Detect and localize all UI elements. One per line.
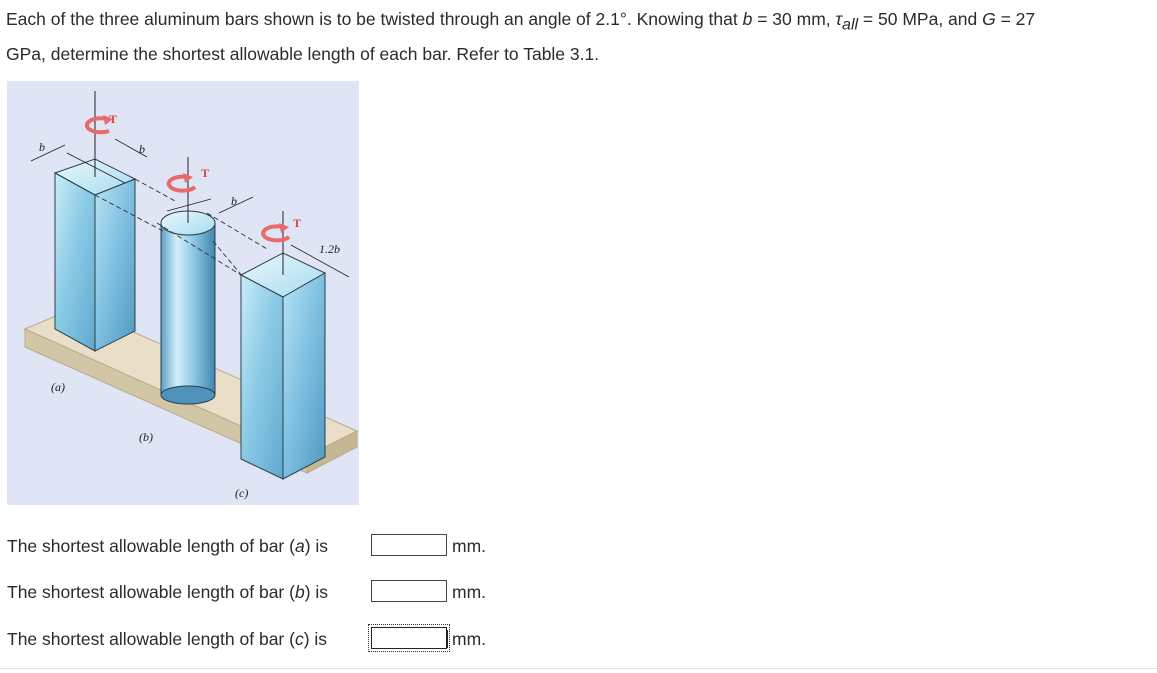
problem-text-3: = 50 MPa, and — [858, 9, 983, 29]
bar-c-label: (c) — [235, 486, 249, 500]
bars-illustration — [7, 81, 359, 505]
bar-b-label: (b) — [139, 430, 153, 444]
dim-b-b: b — [231, 194, 237, 208]
problem-text-4: = 27 — [995, 9, 1036, 29]
problem-text-5: GPa, determine the shortest allowable length of each bar. Refer to Table 3.1. — [6, 43, 600, 64]
answer-input-c[interactable] — [371, 627, 447, 649]
text-caret — [446, 630, 448, 648]
answer-label-b: The shortest allowable length of bar (b) is — [7, 581, 329, 602]
answer-row-b — [7, 579, 487, 605]
var-g: G — [982, 9, 996, 29]
answer-input-b[interactable] — [371, 580, 447, 602]
unit-b: mm. — [452, 582, 487, 602]
dim-b-a2: b — [139, 142, 145, 156]
bar-c — [241, 211, 325, 479]
problem-statement — [6, 5, 1154, 68]
tau-subscript: all — [842, 16, 859, 34]
bars-figure — [7, 81, 359, 505]
bar-b — [161, 157, 215, 404]
torque-label-a: T — [109, 112, 118, 126]
unit-c: mm. — [452, 629, 487, 649]
dim-12b: 1.2b — [319, 242, 340, 256]
answer-label-c: The shortest allowable length of bar (c) is — [7, 628, 328, 649]
answer-input-a[interactable] — [371, 534, 447, 556]
answer-row-c — [7, 626, 487, 652]
problem-text-2: = 30 mm, — [752, 9, 836, 29]
torque-label-b: T — [201, 166, 210, 180]
problem-text-1: Each of the three aluminum bars shown is to be twisted through an angle of 2.1°. Knowing that — [6, 9, 743, 29]
dim-b-a1: b — [39, 140, 45, 154]
var-tau: τ — [835, 9, 843, 29]
answer-row-a — [7, 533, 487, 559]
unit-a: mm. — [452, 536, 487, 556]
bottom-divider — [0, 668, 1157, 669]
answer-label-a: The shortest allowable length of bar (a) is — [7, 535, 329, 556]
var-b: b — [742, 9, 753, 29]
bar-a-label: (a) — [51, 380, 65, 394]
torque-label-c: T — [293, 216, 302, 230]
